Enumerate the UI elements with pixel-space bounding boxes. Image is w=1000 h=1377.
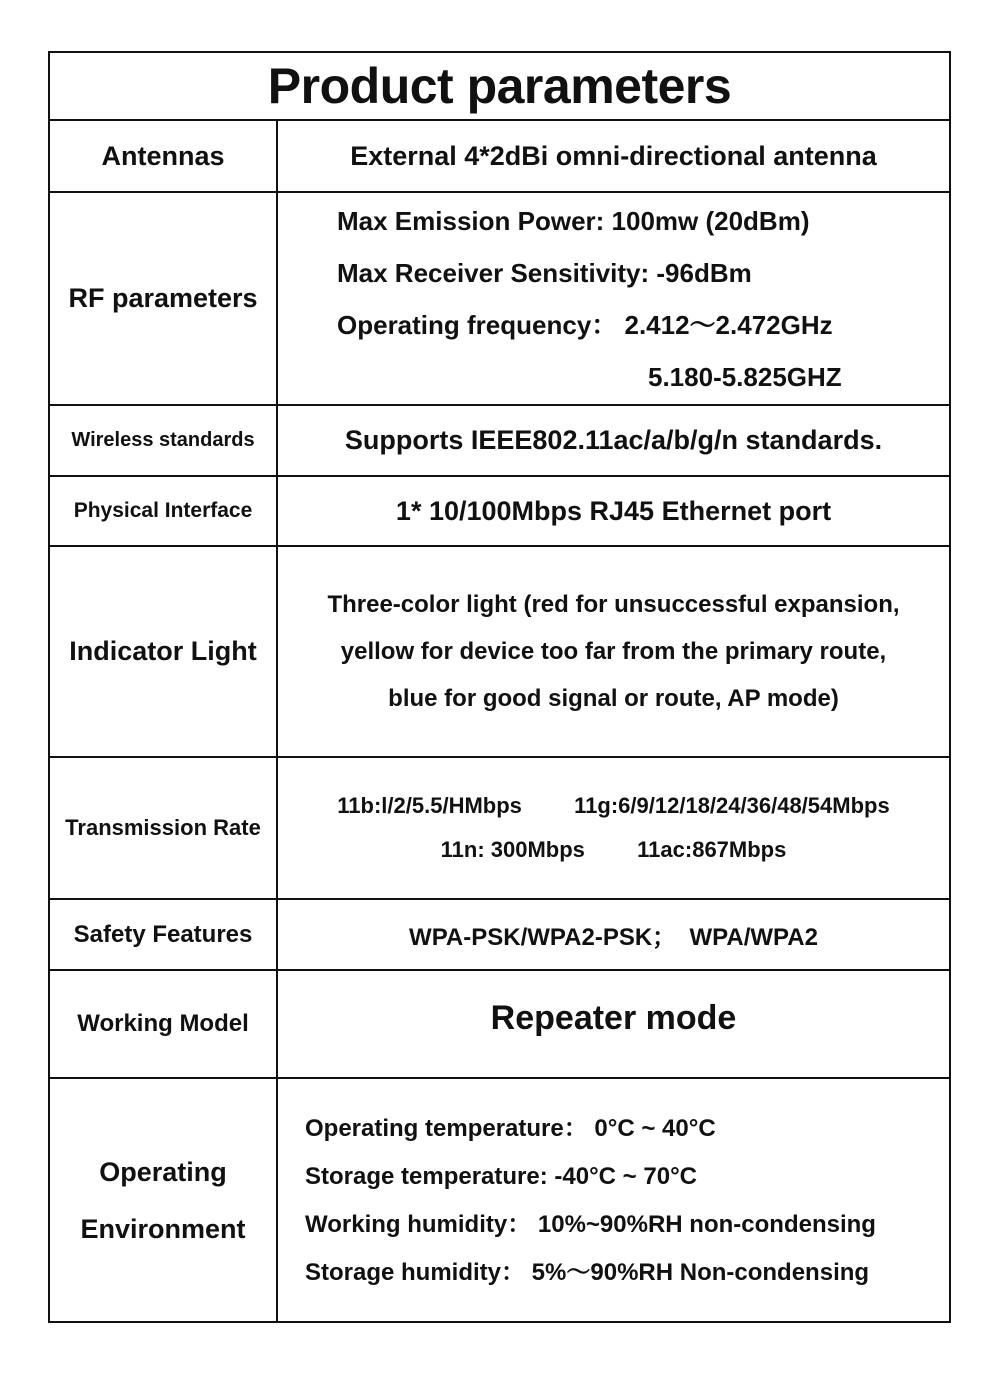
row-value-rf-parameters (278, 193, 949, 404)
row-value-antennas (278, 121, 949, 191)
storage-temperature: Storage temperature: -40°C ~ 70°C (305, 1163, 697, 1190)
max-emission-power: Max Emission Power: 100mw (20dBm) (337, 205, 810, 236)
antennas-text: External 4*2dBi omni-directional antenna (350, 140, 877, 171)
rate-line-1 (337, 784, 889, 828)
row-label-indicator-light: Indicator Light (50, 547, 278, 756)
wireless-standards-text: Supports IEEE802.11ac/a/b/g/n standards. (344, 425, 883, 455)
row-value-physical-interface (278, 477, 949, 545)
physical-interface-text: 1* 10/100Mbps RJ45 Ethernet port (395, 495, 832, 526)
label-line-1: Operating (99, 1157, 227, 1187)
row-wireless-standards (50, 406, 949, 477)
row-value-wireless-standards (278, 406, 949, 475)
row-label-safety-features: Safety Features (50, 900, 278, 969)
row-physical-interface (50, 477, 949, 547)
working-humidity: Working humidity： 10%~90%RH non-condensing (305, 1211, 876, 1238)
row-rf-parameters (50, 193, 949, 406)
operating-frequency-5: 5.180-5.825GHZ (648, 361, 842, 392)
table-title: Product parameters (50, 53, 949, 121)
row-value-safety-features (278, 900, 949, 969)
row-indicator-light (50, 547, 949, 758)
row-transmission-rate (50, 758, 949, 900)
rate-11n: 11n: 300Mbps (440, 837, 585, 862)
indicator-line-1: Three-color light (red for unsuccessful expansion, (327, 591, 900, 618)
row-label-rf-parameters: RF parameters (50, 193, 278, 404)
max-receiver-sensitivity: Max Receiver Sensitivity: -96dBm (337, 257, 752, 288)
safety-features-text: WPA-PSK/WPA2-PSK； WPA/WPA2 (409, 924, 818, 951)
row-value-indicator-light (278, 547, 949, 756)
product-parameters-table (48, 51, 951, 1323)
indicator-line-3: blue for good signal or route, AP mode) (388, 685, 839, 712)
row-label-antennas: Antennas (50, 121, 278, 191)
row-label-physical-interface: Physical Interface (50, 477, 278, 545)
working-model-text: Repeater mode (490, 998, 737, 1037)
row-safety-features (50, 900, 949, 971)
rate-line-2 (441, 828, 787, 872)
row-label-wireless-standards: Wireless standards (50, 406, 278, 475)
row-value-operating-environment (278, 1079, 949, 1323)
row-label-transmission-rate: Transmission Rate (50, 758, 278, 898)
row-antennas (50, 121, 949, 193)
row-value-working-model (278, 971, 949, 1077)
storage-humidity: Storage humidity： 5%～90%RH Non-condensing (305, 1259, 870, 1286)
operating-frequency-24: Operating frequency： 2.412～2.472GHz (337, 309, 833, 340)
operating-temperature: Operating temperature： 0°C ~ 40°C (305, 1115, 716, 1142)
label-line-2: Environment (80, 1214, 246, 1244)
indicator-line-2: yellow for device too far from the primary route, (340, 638, 887, 665)
row-operating-environment (50, 1079, 949, 1323)
row-label-working-model: Working Model (50, 971, 278, 1077)
row-value-transmission-rate (278, 758, 949, 898)
row-label-operating-environment (50, 1079, 278, 1323)
rate-11g: 11g:6/9/12/18/24/36/48/54Mbps (574, 793, 890, 818)
rate-11b: 11b:l/2/5.5/HMbps (337, 793, 522, 818)
rate-11ac: 11ac:867Mbps (637, 837, 787, 862)
row-working-model (50, 971, 949, 1079)
